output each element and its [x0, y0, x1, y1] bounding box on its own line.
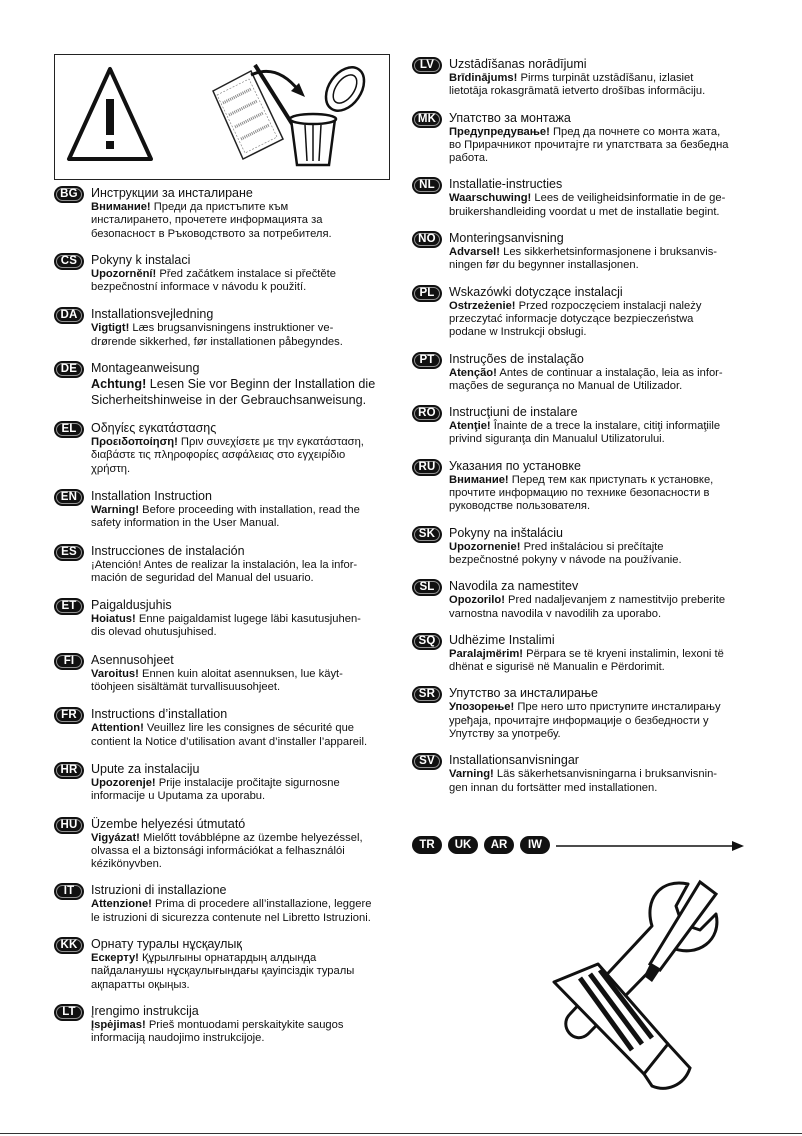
instruction-line: Achtung! Lesen Sie vor Beginn der Installation die	[91, 377, 376, 392]
language-badge: HR	[54, 762, 84, 779]
language-entry-fi	[54, 653, 394, 695]
instruction-line: пайдаланушы нұсқаулығындағы қауіпсіздік туралы	[91, 965, 355, 978]
language-entry-fr	[54, 707, 394, 749]
instruction-title: Pokyny k instalaci	[91, 252, 191, 267]
instruction-title: Installation Instruction	[91, 488, 212, 503]
warning-label: Įspėjimas!	[91, 1018, 146, 1031]
instruction-text	[91, 952, 394, 992]
language-entry-sl	[412, 579, 752, 621]
language-badge: SQ	[412, 633, 442, 650]
instruction-title: Installationsanvisningar	[449, 753, 579, 768]
instruction-text	[91, 504, 394, 531]
language-badge: NO	[412, 231, 442, 248]
instruction-line: varnostna navodila v navodilih za uporabo.	[449, 607, 662, 620]
instruction-line: drørende sikkerhed, før installationen påbegyndes.	[91, 335, 343, 348]
instruction-title: Asennusohjeet	[91, 652, 174, 667]
instruction-line: kézikönyvben.	[91, 858, 162, 871]
language-entry-ro	[412, 405, 752, 447]
warning-label: Hoiatus!	[91, 613, 136, 626]
instruction-line: Предупредување! Пред да почнете со монта жата,	[449, 125, 721, 138]
instruction-text	[449, 648, 752, 675]
instruction-line: Varoitus! Ennen kuin aloitat asennuksen, lue käyt-	[91, 667, 343, 680]
instruction-line: Įspėjimas! Prieš montuodami perskaitykite saugos	[91, 1018, 344, 1031]
instruction-line: Advarsel! Les sikkerhetsinformasjonene i bruksanvis-	[449, 246, 718, 259]
instruction-line: le istruzioni di sicurezza contenute nel Libretto Istruzioni.	[91, 911, 371, 924]
instruction-line: ningen før du begynner installasjonen.	[449, 259, 639, 272]
instruction-line: bezpečnostní informace v návodu k použití.	[91, 281, 307, 294]
instruction-line: contient la Notice d’utilisation avant d’installer l’appareil.	[91, 735, 368, 748]
instruction-text	[449, 420, 752, 447]
language-entry-en	[54, 489, 394, 531]
language-entry-el	[54, 421, 394, 476]
language-entry-ru	[412, 459, 752, 514]
instruction-title: Monteringsanvisning	[449, 231, 564, 246]
manual-to-bin-icon	[213, 60, 372, 165]
language-entry-sq	[412, 633, 752, 675]
language-badge: CS	[54, 253, 84, 270]
instruction-text	[449, 72, 752, 99]
language-badge: ES	[54, 544, 84, 561]
language-entry-hr	[54, 762, 394, 804]
instruction-line: informacije u Uputama za uporabu.	[91, 790, 266, 803]
instruction-title: Инструкции за инсталиране	[91, 186, 253, 200]
instruction-text	[91, 436, 394, 476]
instruction-line: прочтите информацию по технике безопасности в	[449, 487, 710, 500]
warning-label: Предупредување!	[449, 125, 550, 138]
instruction-line: Vigyázat! Mielőtt továbblépne az üzembe helyezéssel,	[91, 831, 363, 844]
page-bottom-rule	[0, 1133, 802, 1134]
language-entry-hu	[54, 817, 394, 872]
instruction-title: Udhëzime Instalimi	[449, 632, 555, 647]
instruction-title: Pokyny na inštaláciu	[449, 525, 563, 540]
instruction-line: informaciją naudojimo instrukcijoje.	[91, 1032, 265, 1045]
instruction-line: инсталирането, прочетете информацията за	[91, 214, 323, 227]
instruction-text	[91, 832, 394, 872]
warning-label: Waarschuwing!	[449, 192, 532, 205]
instruction-text	[91, 777, 394, 804]
language-badge: SL	[412, 579, 442, 596]
language-badge: EL	[54, 421, 84, 438]
warning-label: Внимание!	[449, 473, 509, 486]
instruction-text	[91, 722, 394, 749]
instruction-title: Орнату туралы нұсқаулық	[91, 937, 242, 952]
instruction-line: Προειδοποίηση! Πριν συνεχίσετε με την εγκατάσταση,	[91, 436, 364, 449]
warning-label: Attenzione!	[91, 898, 152, 911]
left-column	[54, 183, 394, 1046]
instruction-text	[91, 268, 394, 295]
instruction-line: Attenzione! Prima di procedere all’installazione, leggere	[91, 898, 372, 911]
language-entry-sr	[412, 686, 752, 741]
language-entry-de	[54, 361, 394, 408]
instruction-line: χρήστη.	[91, 462, 131, 475]
warning-label: Upozornění!	[91, 267, 157, 280]
instruction-title: Installationsvejledning	[91, 307, 214, 322]
warning-illustration-box	[54, 54, 390, 180]
language-entry-bg	[54, 186, 394, 241]
instruction-line: mación de seguridad del Manual del usuario.	[91, 571, 314, 584]
language-entry-lt	[54, 1004, 394, 1046]
warning-label: Varoitus!	[91, 667, 139, 680]
language-badge: BG	[54, 186, 84, 203]
instruction-line: dis olevad ohutusjuhised.	[91, 626, 217, 639]
language-badge: UK	[448, 836, 478, 854]
instruction-line: podane w Instrukcji obsługi.	[449, 326, 587, 339]
warning-label: Ескерту!	[91, 952, 139, 965]
safety-illustration	[55, 55, 389, 179]
instruction-line: ақпаратты оқыңыз.	[91, 978, 190, 991]
language-entry-lv	[412, 57, 752, 99]
instruction-line: przeczytać informacje dotyczące bezpieczeństwa	[449, 312, 694, 325]
instruction-title: Указания по установке	[449, 458, 581, 473]
instruction-text	[449, 701, 752, 741]
instruction-line: διαβάστε τις πληροφορίες ασφάλειας στο εγχειρίδιο	[91, 449, 346, 462]
instruction-line: безопасност в Ръководството за потребителя.	[91, 227, 332, 240]
language-badge: DE	[54, 361, 84, 378]
language-entry-cs	[54, 253, 394, 295]
instruction-title: Upute za instalaciju	[91, 761, 200, 776]
instruction-line: lietotāja rokasgrāmatā ietverto drošības informāciju.	[449, 85, 706, 98]
instruction-line: Attention! Veuillez lire les consignes de sécurité que	[91, 722, 355, 735]
instruction-text	[449, 474, 752, 514]
instruction-line: Paralajmërim! Përpara se të kryeni instalimin, lexoni të	[449, 647, 724, 660]
instruction-title: Instrucţiuni de instalare	[449, 405, 578, 420]
language-badge: AR	[484, 836, 514, 854]
instruction-line: bruikershandleiding voordat u met de installatie begint.	[449, 205, 720, 218]
language-entry-it	[54, 883, 394, 925]
instruction-line: работа.	[449, 152, 489, 165]
language-badge: KK	[54, 937, 84, 954]
wrench-screwdriver-icon	[540, 874, 760, 1104]
instruction-title: Instruções de instalação	[449, 351, 584, 366]
warning-label: Opozorilo!	[449, 594, 505, 607]
language-badge: EN	[54, 489, 84, 506]
language-badge: SK	[412, 526, 442, 543]
instruction-line: Упутству за употребу.	[449, 728, 561, 741]
warning-label: Atenţie!	[449, 420, 491, 433]
instruction-line: Upozorenje! Prije instalacije pročitajte sigurnosne	[91, 776, 340, 789]
instruction-text	[91, 559, 394, 586]
instruction-line: bezpečnostné pokyny v návode na používanie.	[449, 553, 682, 566]
warning-label: Warning!	[91, 503, 140, 516]
instruction-title: Įrengimo instrukcija	[91, 1003, 199, 1018]
instruction-line: gen innan du fortsätter med installationen.	[449, 781, 658, 794]
more-languages-indicator	[412, 836, 752, 858]
instruction-text	[449, 367, 752, 394]
instruction-title: Istruzioni di installazione	[91, 883, 227, 898]
instruction-line: Waarschuwing! Lees de veiligheidsinformatie in de ge-	[449, 192, 726, 205]
instruction-line: Upozornění! Před začátkem instalace si přečtěte	[91, 267, 336, 280]
instruction-title: Упатство за монтажа	[449, 110, 571, 125]
instruction-text	[91, 1019, 394, 1046]
instruction-line: Внимание! Перед тем как приступать к установке,	[449, 473, 714, 486]
warning-label: Προειδοποίηση!	[91, 436, 178, 449]
instruction-title: Navodila za namestitev	[449, 579, 579, 594]
language-badge: RU	[412, 459, 442, 476]
warning-triangle-icon	[69, 69, 151, 159]
instruction-text	[449, 126, 752, 166]
warning-label: Упозорење!	[449, 701, 515, 714]
instruction-line: Brīdinājums! Pirms turpināt uzstādīšanu, izlasiet	[449, 72, 694, 84]
language-entry-mk	[412, 111, 752, 166]
instruction-title: Упутство за инсталирање	[449, 686, 598, 701]
instruction-line: privind siguranţa din Manualul Utilizatorului.	[449, 433, 665, 446]
language-entry-no	[412, 231, 752, 273]
warning-label: Vigyázat!	[91, 831, 140, 844]
language-badge: LV	[412, 57, 442, 74]
warning-label: Внимание!	[91, 201, 151, 213]
instruction-line: mações de segurança no Manual de Utilizador.	[449, 379, 683, 392]
instruction-line: dhënat e sigurisë në Manualin e Përdorimit.	[449, 661, 665, 674]
instruction-line: Atenção! Antes de continuar a instalação, leia as infor-	[449, 366, 723, 379]
language-entry-kk	[54, 937, 394, 992]
language-badge: PT	[412, 352, 442, 369]
instruction-line: Vigtigt! Læs brugsanvisningens instruktioner ve-	[91, 322, 334, 335]
instruction-title: Üzembe helyezési útmutató	[91, 816, 246, 831]
language-badge: PL	[412, 285, 442, 302]
language-badge: SV	[412, 753, 442, 770]
warning-label: Upozorenje!	[91, 776, 156, 789]
instruction-title: Paigaldusjuhis	[91, 598, 172, 613]
instruction-text	[449, 541, 752, 568]
warning-label: Atenção!	[449, 366, 497, 379]
instruction-line: Ostrzeżenie! Przed rozpoczęciem instalacji należy	[449, 299, 702, 312]
instruction-line: уређаја, прочитајте информације о безбедности у	[449, 714, 709, 727]
instruction-text	[91, 376, 394, 408]
language-entry-pl	[412, 285, 752, 340]
instruction-line: руководстве пользователя.	[449, 500, 591, 513]
warning-label: Varning!	[449, 768, 494, 781]
instruction-text	[449, 246, 752, 273]
warning-label: Advarsel!	[449, 246, 500, 259]
language-badge: FR	[54, 707, 84, 724]
language-entry-sv	[412, 753, 752, 795]
instruction-line: Opozorilo! Pred nadaljevanjem z namestitvijo preberite	[449, 594, 726, 607]
instruction-line: olvassa el a biztonsági információkat a felhasználói	[91, 844, 345, 857]
instruction-line: Внимание! Преди да пристъпите към	[91, 201, 289, 213]
language-badge: HU	[54, 817, 84, 834]
instruction-line: ¡Atención! Antes de realizar la instalación, lea la infor-	[91, 558, 358, 571]
instruction-text	[449, 768, 752, 795]
warning-label: Upozornenie!	[449, 540, 521, 553]
language-badge: TR	[412, 836, 442, 854]
instruction-line: Sicherheitshinweise in der Gebrauchsanweisung.	[91, 393, 367, 408]
instruction-title: Montageanweisung	[91, 361, 200, 376]
language-entry-pt	[412, 352, 752, 394]
instruction-text	[449, 300, 752, 340]
language-entry-sk	[412, 526, 752, 568]
instruction-title: Instructions d’installation	[91, 707, 228, 722]
instruction-title: Οδηγίες εγκατάστασης	[91, 421, 217, 436]
instruction-text	[91, 898, 394, 925]
warning-label: Achtung!	[91, 377, 147, 392]
language-badge: IT	[54, 883, 84, 900]
instruction-text	[449, 594, 752, 621]
warning-label: Ostrzeżenie!	[449, 299, 516, 312]
instruction-line: Ескерту! Құрылғыны орнатардың алдында	[91, 952, 317, 965]
arrow-right-icon	[554, 838, 746, 854]
language-badge: FI	[54, 653, 84, 670]
instruction-title: Installatie-instructies	[449, 177, 563, 192]
right-column	[412, 54, 752, 795]
instruction-text	[91, 668, 394, 695]
warning-label: Brīdinājums!	[449, 72, 518, 84]
language-badge: DA	[54, 307, 84, 324]
instruction-line: töohjeen sisältämät turvallisuusohjeet.	[91, 681, 281, 694]
instruction-text	[91, 322, 394, 349]
language-entry-es	[54, 544, 394, 586]
instruction-title: Instrucciones de instalación	[91, 543, 245, 558]
warning-label: Paralajmërim!	[449, 647, 524, 660]
instruction-line: Varning! Läs säkerhetsanvisningarna i bruksanvisnin-	[449, 768, 718, 781]
instruction-line: Упозорење! Пре него што приступите инсталирању	[449, 701, 721, 714]
instruction-line: во Прирачникот прочитајте ги упатствата за безбедна	[449, 138, 729, 151]
language-entry-et	[54, 598, 394, 640]
instruction-line: Hoiatus! Enne paigaldamist lugege läbi kasutusjuhen-	[91, 613, 361, 626]
language-badge: MK	[412, 111, 442, 128]
instruction-text	[449, 192, 752, 219]
instruction-line: safety information in the User Manual.	[91, 517, 280, 530]
instruction-title: Uzstādīšanas norādījumi	[449, 57, 587, 71]
warning-label: Attention!	[91, 722, 144, 735]
instruction-text	[91, 201, 394, 241]
instruction-line: Warning! Before proceeding with installation, read the	[91, 503, 360, 516]
instruction-title: Wskazówki dotyczące instalacji	[449, 284, 623, 299]
instruction-line: Upozornenie! Pred inštaláciou si prečítajte	[449, 540, 664, 553]
instruction-line: Atenţie! Înainte de a trece la instalare, citiţi informaţiile	[449, 420, 721, 433]
language-badge: SR	[412, 686, 442, 703]
language-badge: RO	[412, 405, 442, 422]
instruction-text	[91, 613, 394, 640]
language-badge: NL	[412, 177, 442, 194]
language-badge: ET	[54, 598, 84, 615]
warning-label: Vigtigt!	[91, 322, 130, 335]
language-badge: LT	[54, 1004, 84, 1021]
language-entry-nl	[412, 177, 752, 219]
language-badge: IW	[520, 836, 550, 854]
language-entry-da	[54, 307, 394, 349]
